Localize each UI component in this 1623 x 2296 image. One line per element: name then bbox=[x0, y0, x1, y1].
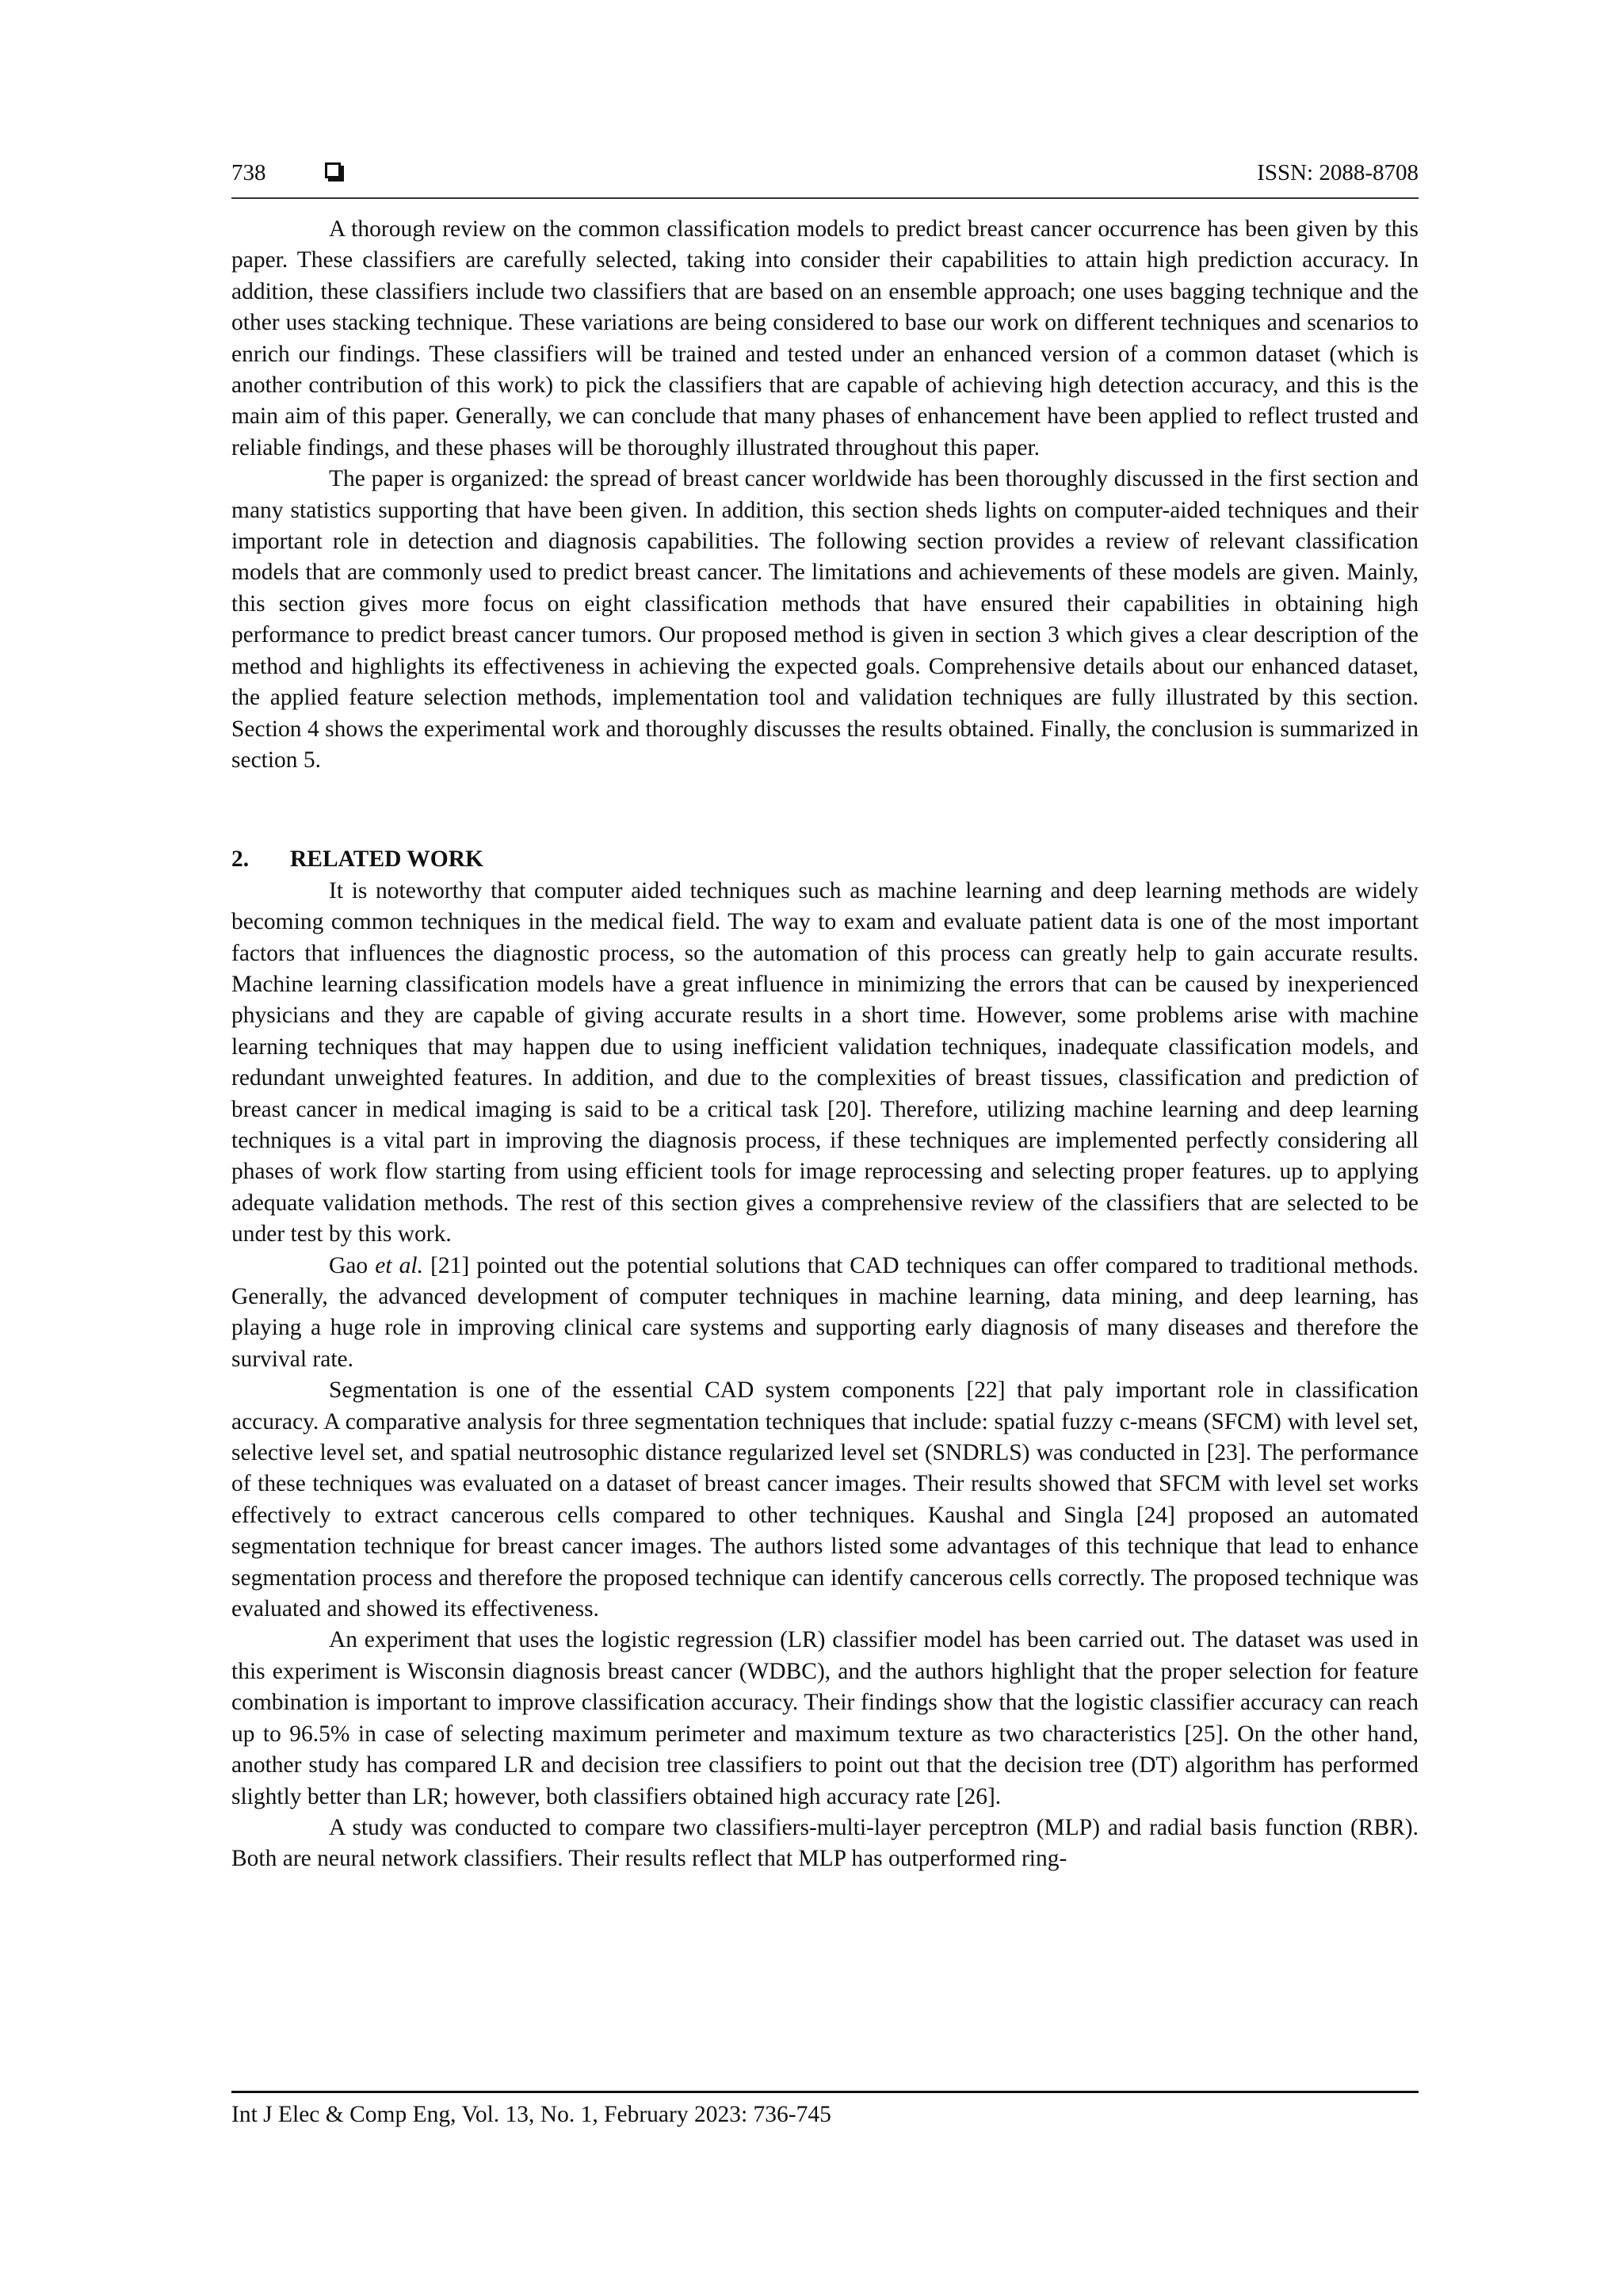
related-work-paragraph-2 bbox=[231, 1251, 1419, 1376]
intro-paragraph-2: The paper is organized: the spread of breast cancer worldwide has been thoroughly discussed in the first section and many statistics supporting that have been given. In addition, this section sheds lights on computer-aided techniques and their important role in detection and diagnosis capabilities. The following section provides a review of relevant classification models that are commonly used to predict breast cancer. The limitations and achievements of these models are given. Mainly, this section gives more focus on eight classification methods that have ensured their capabilities in obtaining high performance to predict breast cancer tumors. Our proposed method is given in section 3 which gives a clear description of the method and highlights its effectiveness in achieving the expected goals. Comprehensive details about our enhanced dataset, the applied feature selection methods, implementation tool and validation techniques are fully illustrated by this section. Section 4 shows the experimental work and thoroughly discusses the results obtained. Finally, the conclusion is summarized in section 5. bbox=[231, 466, 1419, 773]
intro-paragraph-1: A thorough review on the common classification models to predict breast cancer occurrence has been given by this paper. These classifiers are carefully selected, taking into consider their capabilities to attain high prediction accuracy. In addition, these classifiers include two classifiers that are based on an ensemble approach; one uses bagging technique and the other uses stacking technique. These variations are being considered to base our work on different techniques and scenarios to enrich our findings. These classifiers will be trained and tested under an enhanced version of a common dataset (which is another contribution of this work) to pick the classifiers that are capable of achieving high detection accuracy, and this is the main aim of this paper. Generally, we can conclude that many phases of enhancement have been applied to reflect trusted and reliable findings, and these phases will be thoroughly illustrated throughout this paper. bbox=[231, 216, 1419, 460]
et-al-text: et al. bbox=[375, 1252, 423, 1278]
page-header bbox=[231, 155, 1419, 190]
page-number: 738 bbox=[231, 160, 266, 185]
related-work-paragraph-5: A study was conducted to compare two classifiers-multi-layer perceptron (MLP) and radial basis function (RBR). Both are neural network classifiers. Their results reflect that MLP has outperformed ring- bbox=[231, 1814, 1419, 1872]
footer-divider bbox=[231, 2091, 1419, 2093]
section-heading-related-work bbox=[231, 844, 1419, 875]
paragraph-text: [21] pointed out the potential solutions that CAD techniques can offer compared to traditional methods. Generally, the advanced development of computer techniques in machine learning, data mining, and deep learning, has playing a huge role in improving clinical care systems and supporting early diagnosis of many diseases and therefore the survival rate. bbox=[231, 1252, 1419, 1372]
related-work-paragraph-3: Segmentation is one of the essential CAD system components [22] that paly important role in classification accuracy. A comparative analysis for three segmentation techniques that include: spatial fuzzy c-means (SFCM) with level set, selective level set, and spatial neutrosophic distance regularized level set (SNDRLS) was conducted in [23]. The performance of these techniques was evaluated on a dataset of breast cancer images. Their results showed that SFCM with level set works effectively to extract cancerous cells compared to other techniques. Kaushal and Singla [24] proposed an automated segmentation technique for breast cancer images. The authors listed some advantages of this technique that lead to enhance segmentation process and therefore the proposed technique can identify cancerous cells correctly. The proposed technique was evaluated and showed its effectiveness. bbox=[231, 1377, 1419, 1622]
header-divider bbox=[231, 197, 1419, 199]
footer-citation: Int J Elec & Comp Eng, Vol. 13, No. 1, February 2023: 736-745 bbox=[231, 2102, 831, 2127]
related-work-paragraph-4: An experiment that uses the logistic regression (LR) classifier model has been carried out. The dataset was used in this experiment is Wisconsin diagnosis breast cancer (WDBC), and the authors highlight that the proper selection for feature combination is important to improve classification accuracy. Their findings show that the logistic classifier accuracy can reach up to 96.5% in case of selecting maximum perimeter and maximum texture as two characteristics [25]. On the other hand, another study has compared LR and decision tree classifiers to point out that the decision tree (DT) algorithm has performed slightly better than LR; however, both classifiers obtained high accuracy rate [26]. bbox=[231, 1627, 1419, 1809]
related-work-paragraph-1: It is noteworthy that computer aided techniques such as machine learning and deep learning methods are widely becoming common techniques in the medical field. The way to exam and evaluate patient data is one of the most important factors that influences the diagnostic process, so the automation of this process can greatly help to gain accurate results. Machine learning classification models have a great influence in minimizing the errors that can be caused by inexperienced physicians and they are capable of giving accurate results in a short time. However, some problems arise with machine learning techniques that may happen due to using inefficient validation techniques, inadequate classification models, and redundant unweighted features. In addition, and due to the complexities of breast tissues, classification and prediction of breast cancer in medical imaging is said to be a critical task [20]. Therefore, utilizing machine learning and deep learning techniques is a vital part in improving the diagnosis process, if these techniques are implemented perfectly considering all phases of work flow starting from using efficient tools for image reprocessing and selecting proper features. up to applying adequate validation methods. The rest of this section gives a comprehensive review of the classifiers that are selected to be under test by this work. bbox=[231, 877, 1419, 1247]
checkbox-square-icon bbox=[325, 162, 341, 178]
page-body bbox=[231, 214, 1419, 1875]
author-name: Gao bbox=[329, 1252, 369, 1278]
issn-label: ISSN: 2088-8708 bbox=[1257, 160, 1419, 185]
section-number: 2. bbox=[231, 846, 250, 873]
section-title: RELATED WORK bbox=[290, 846, 483, 873]
